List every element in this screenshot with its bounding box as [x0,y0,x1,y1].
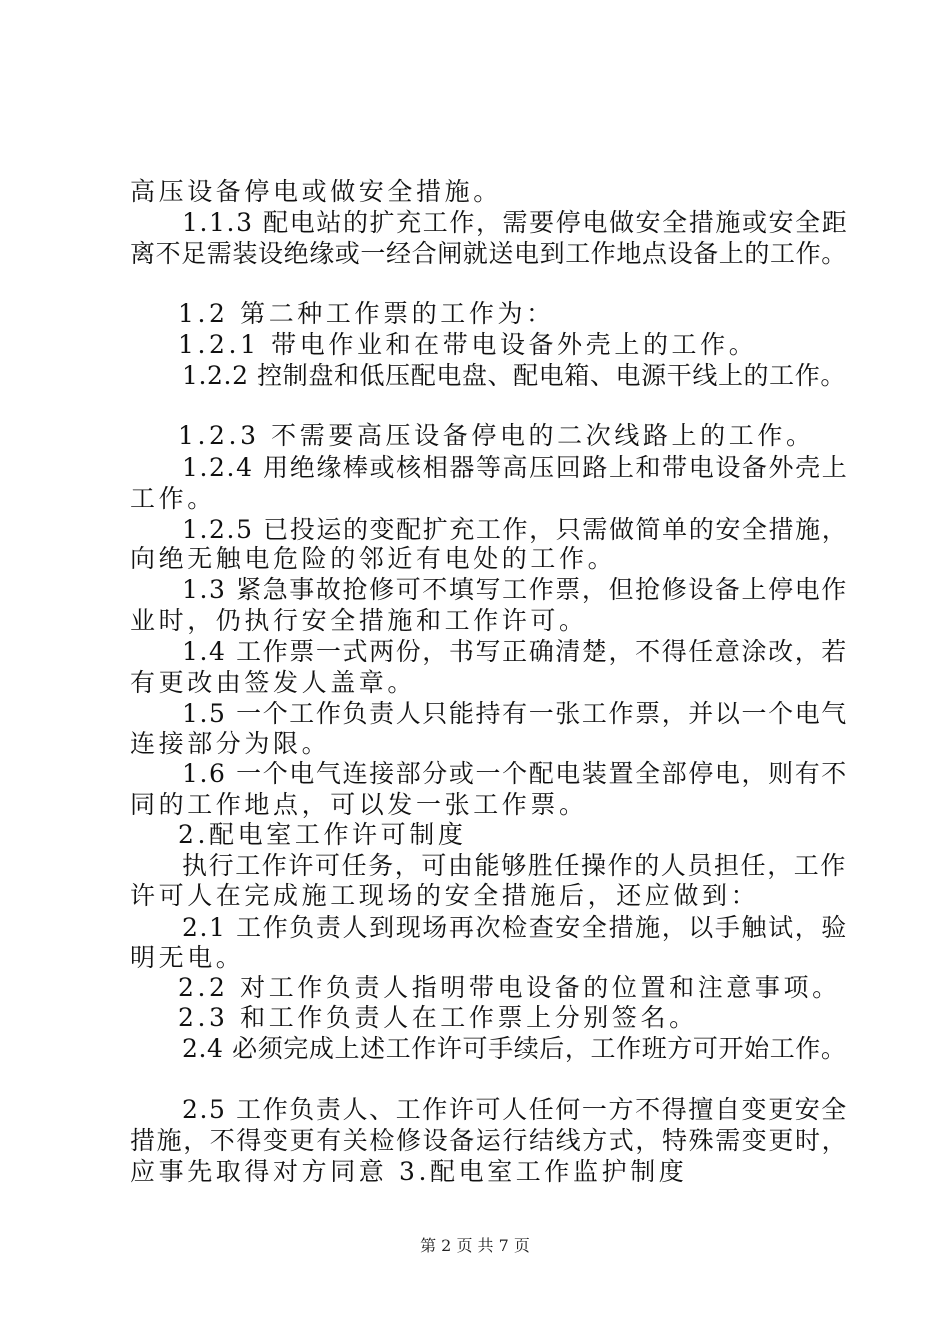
text-line: 许可人在完成施工现场的安全措施后，还应做到： [130,881,760,910]
text-line: 有更改由签发人盖章。 [130,668,417,697]
text-line: 工作。 [130,484,216,513]
text-line: 1.3 紧急事故抢修可不填写工作票，但抢修设备上停电作 [182,575,848,604]
text-line: 1.4 工作票一式两份，书写正确清楚，不得任意涂改，若 [182,637,848,666]
text-line: 同的工作地点，可以发一张工作票。 [130,790,588,819]
text-line: 2.2 对工作负责人指明带电设备的位置和注意事项。 [178,973,841,1002]
text-line: 应事先取得对方同意 3.配电室工作监护制度 [130,1157,688,1186]
text-line: 连接部分为限。 [130,729,331,758]
text-line: 1.6 一个电气连接部分或一个配电装置全部停电，则有不 [182,759,848,788]
text-line: 1.2.1 带电作业和在带电设备外壳上的工作。 [178,330,758,359]
text-line: 向绝无触电危险的邻近有电处的工作。 [130,544,617,573]
text-line: 1.5 一个工作负责人只能持有一张工作票，并以一个电气 [182,699,848,728]
text-line: 执行工作许可任务，可由能够胜任操作的人员担任，工作 [182,851,848,880]
text-line: 2.5 工作负责人、工作许可人任何一方不得擅自变更安全 [182,1095,848,1124]
text-line: 2.3 和工作负责人在工作票上分别签名。 [178,1003,698,1032]
text-line: 1.2.5 已投运的变配扩充工作，只需做简单的安全措施， [182,515,849,544]
text-line: 1.1.3 配电站的扩充工作，需要停电做安全措施或安全距 [182,208,849,237]
text-line: 明无电。 [130,943,245,972]
text-line: 高压设备停电或做安全措施。 [130,177,502,206]
text-line: 1.2 第二种工作票的工作为： [178,299,555,328]
text-line: 措施，不得变更有关检修设备运行结线方式，特殊需变更时， [130,1126,849,1155]
text-line: 2.1 工作负责人到现场再次检查安全措施，以手触试，验 [182,913,848,942]
text-line: 1.2.2 控制盘和低压配电盘、配电箱、电源干线上的工作。 [182,361,846,390]
text-line: 1.2.3 不需要高压设备停电的二次线路上的工作。 [178,421,815,450]
text-line: 业时，仍执行安全措施和工作许可。 [130,606,588,635]
text-line: 1.2.4 用绝缘棒或核相器等高压回路上和带电设备外壳上 [182,453,849,482]
text-line: 离不足需装设绝缘或一经合闸就送电到工作地点设备上的工作。 [130,239,847,268]
text-line: 2.4 必须完成上述工作许可手续后，工作班方可开始工作。 [182,1034,847,1063]
page-footer: 第 2 页 共 7 页 [420,1236,530,1255]
section-heading: 2.配电室工作许可制度 [178,820,467,849]
